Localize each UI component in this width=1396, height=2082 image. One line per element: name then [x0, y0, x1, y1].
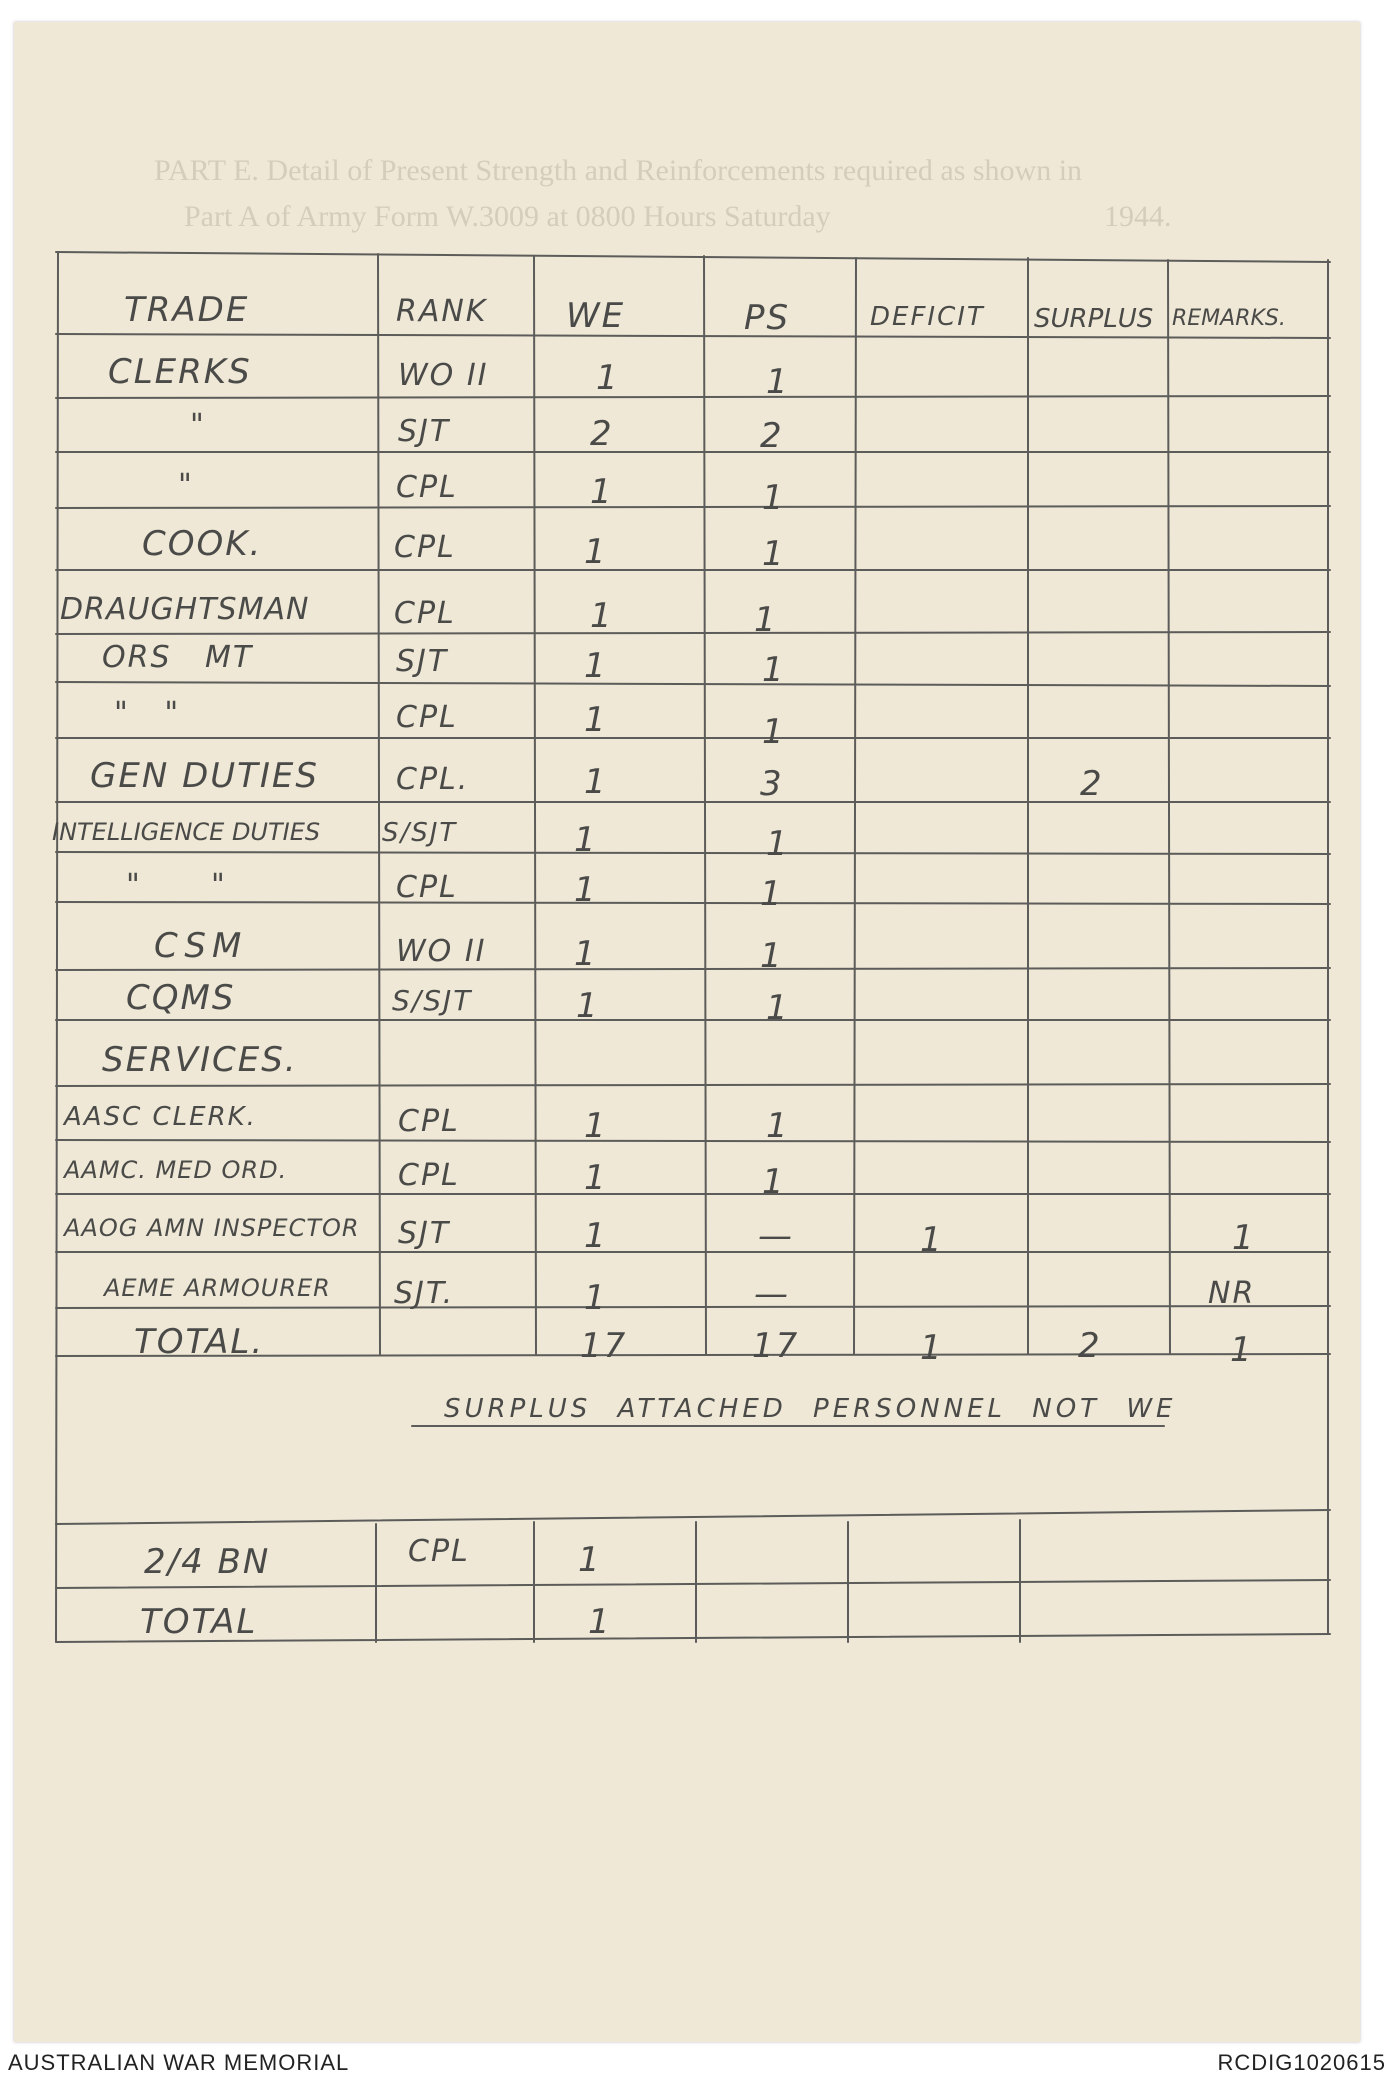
row-5-trade: DRAUGHTSMAN: [60, 592, 310, 627]
row-8-we: 1: [584, 762, 608, 802]
row-14-trade: AASC CLERK.: [64, 1102, 257, 1132]
row-9-ps: 1: [766, 824, 790, 864]
row-1-trade: CLERKS: [108, 352, 252, 392]
row-3-we: 1: [590, 472, 614, 512]
total-deficit: 1: [920, 1328, 944, 1368]
row-3-trade: ": [178, 468, 194, 503]
row-11-rank: WO II: [396, 934, 487, 969]
attached-total-we: 1: [588, 1602, 612, 1642]
header-rank: RANK: [396, 294, 488, 329]
header-deficit: DEFICIT: [870, 302, 985, 332]
row-6-we: 1: [584, 646, 608, 686]
row-13-trade: SERVICES.: [102, 1040, 298, 1080]
row-7-we: 1: [584, 700, 608, 740]
row-7-trade: " ": [114, 696, 181, 731]
total-ps: 17: [752, 1326, 800, 1366]
row-8-ps: 3: [760, 764, 784, 804]
row-4-trade: COOK.: [142, 524, 263, 564]
row-8-surplus: 2: [1080, 764, 1104, 804]
row-15-ps: 1: [762, 1162, 786, 1202]
row-16-remarks: 1: [1232, 1218, 1256, 1258]
row-12-we: 1: [576, 986, 600, 1026]
header-surplus: SURPLUS: [1034, 304, 1154, 334]
row-15-trade: AAMC. MED ORD.: [64, 1156, 288, 1184]
row-11-ps: 1: [760, 936, 784, 976]
total-we: 17: [580, 1326, 628, 1366]
row-2-we: 2: [590, 414, 614, 454]
attached-heading: SURPLUS ATTACHED PERSONNEL NOT WE: [444, 1394, 1177, 1424]
row-16-ps: —: [758, 1216, 794, 1256]
header-trade: TRADE: [124, 290, 250, 330]
footer-record-id: RCDIG1020615: [1217, 2050, 1386, 2075]
row-3-ps: 1: [762, 478, 786, 518]
header-ps: PS: [744, 298, 791, 338]
row-2-trade: ": [190, 408, 206, 443]
row-16-rank: SJT: [398, 1216, 451, 1251]
row-17-remarks: NR: [1208, 1276, 1256, 1311]
row-1-ps: 1: [766, 362, 790, 402]
row-14-rank: CPL: [398, 1104, 460, 1139]
row-9-rank: S/SJT: [382, 818, 458, 848]
total-surplus: 2: [1078, 1326, 1102, 1366]
attached-row-1-trade: 2/4 BN: [144, 1542, 271, 1582]
row-1-rank: WO II: [398, 358, 489, 393]
row-6-trade: ORS MT: [102, 640, 254, 675]
header-remarks: REMARKS.: [1172, 306, 1286, 331]
attached-total-label: TOTAL: [140, 1602, 258, 1642]
row-16-deficit: 1: [920, 1220, 944, 1260]
row-16-trade: AAOG AMN INSPECTOR: [64, 1214, 360, 1242]
row-1-we: 1: [596, 358, 620, 398]
row-7-rank: CPL: [396, 700, 458, 735]
row-5-rank: CPL: [394, 596, 456, 631]
faint-header-line-2: Part A of Army Form W.3009 at 0800 Hours Saturday: [184, 200, 831, 233]
row-10-ps: 1: [760, 874, 784, 914]
footer-archive-name: AUSTRALIAN WAR MEMORIAL: [8, 2050, 350, 2075]
total-label: TOTAL.: [134, 1322, 265, 1362]
row-2-ps: 2: [760, 416, 784, 456]
row-16-we: 1: [584, 1216, 608, 1256]
row-4-ps: 1: [762, 534, 786, 574]
row-10-we: 1: [574, 870, 598, 910]
row-10-rank: CPL: [396, 870, 458, 905]
row-6-ps: 1: [762, 650, 786, 690]
faint-header-date: 1944.: [1104, 200, 1172, 233]
row-12-rank: S/SJT: [392, 984, 473, 1017]
row-17-we: 1: [584, 1278, 608, 1318]
row-8-trade: GEN DUTIES: [90, 756, 319, 796]
row-15-rank: CPL: [398, 1158, 460, 1193]
row-6-rank: SJT: [396, 644, 449, 679]
row-3-rank: CPL: [396, 470, 458, 505]
row-15-we: 1: [584, 1158, 608, 1198]
row-11-we: 1: [574, 934, 598, 974]
row-9-trade: INTELLIGENCE DUTIES: [52, 818, 321, 846]
row-14-ps: 1: [766, 1106, 790, 1146]
row-10-trade: " ": [126, 868, 227, 903]
attached-row-1-rank: CPL: [408, 1534, 470, 1569]
row-11-trade: CSM: [154, 926, 248, 966]
row-8-rank: CPL.: [396, 762, 470, 797]
faint-header-line-1: PART E. Detail of Present Strength and Reinforcements required as shown in: [154, 154, 1083, 187]
row-12-trade: CQMS: [126, 978, 236, 1018]
attached-row-1-we: 1: [578, 1540, 602, 1580]
row-4-we: 1: [584, 532, 608, 572]
row-17-rank: SJT.: [394, 1276, 455, 1311]
row-17-ps: —: [754, 1274, 790, 1314]
paper-sheet: [14, 22, 1360, 2042]
row-7-ps: 1: [762, 712, 786, 752]
row-12-ps: 1: [766, 988, 790, 1028]
row-9-we: 1: [574, 820, 598, 860]
header-we: WE: [566, 296, 626, 336]
row-17-trade: AEME ARMOURER: [104, 1274, 331, 1302]
row-4-rank: CPL: [394, 530, 456, 565]
row-5-we: 1: [590, 596, 614, 636]
total-remarks: 1: [1230, 1330, 1254, 1370]
row-5-ps: 1: [754, 600, 778, 640]
row-14-we: 1: [584, 1106, 608, 1146]
row-2-rank: SJT: [398, 414, 451, 449]
